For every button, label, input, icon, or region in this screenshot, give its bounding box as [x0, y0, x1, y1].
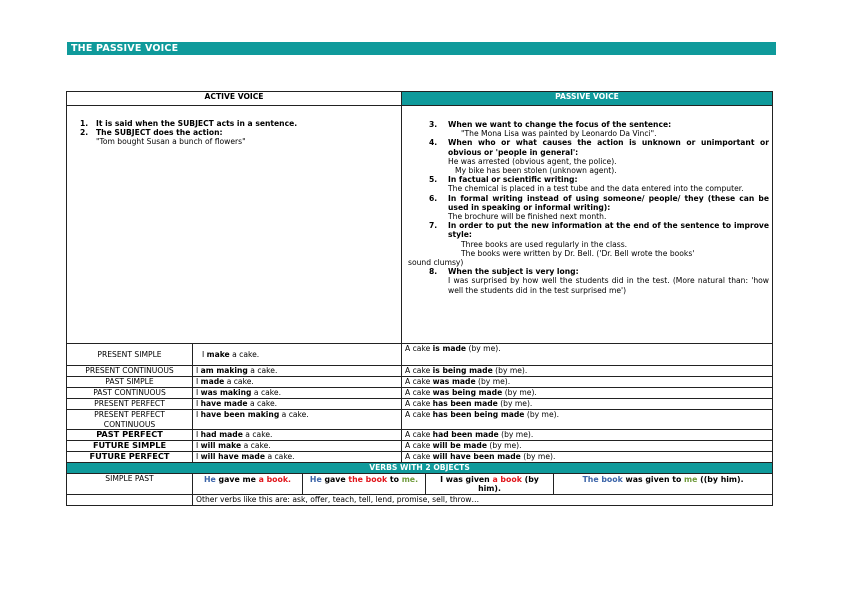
tense-label: PRESENT CONTINUOUS [67, 366, 193, 377]
active-voice-header: ACTIVE VOICE [67, 92, 402, 106]
passive-voice-header: PASSIVE VOICE [402, 92, 773, 106]
two-object-example-1: He gave me a book. [193, 474, 303, 494]
passive-example-cell: A cake is being made (by me). [402, 366, 773, 377]
passive-point-8: 8. When the subject is very long: [429, 267, 579, 277]
two-object-example-4: The book was given to me ((by him). [582, 475, 744, 484]
active-point-1: 1. It is said when the SUBJECT acts in a sentence. [80, 119, 298, 128]
active-example-cell: I will have made a cake. [193, 452, 402, 463]
passive-example-4b: My bike has been stolen (unknown agent). [455, 166, 617, 176]
passive-example-cell: A cake was made (by me). [402, 377, 773, 388]
empty-cell [67, 495, 193, 506]
tense-label: PRESENT PERFECT CONTINUOUS [67, 410, 193, 430]
passive-example-3: "The Mona Lisa was painted by Leonardo Da Vinci". [461, 129, 657, 139]
page-title: THE PASSIVE VOICE [67, 42, 776, 55]
active-example-cell: I was making a cake. [193, 388, 402, 399]
active-voice-explanation [67, 106, 402, 344]
verbs-two-objects-header: VERBS WITH 2 OBJECTS [67, 463, 773, 474]
passive-example-7c: sound clumsy) [408, 258, 464, 268]
two-object-example-2: He gave the book to me. [303, 474, 426, 494]
passive-point-4: 4. When who or what causes the action is unknown or unimportant or obvious or 'people in general': [429, 138, 770, 157]
passive-example-7b: The books were written by Dr. Bell. ('Dr. Bell wrote the books' [461, 248, 695, 258]
passive-example-4a: He was arrested (obvious agent, the police). [448, 156, 617, 166]
active-point-2: 2. The SUBJECT does the action: [80, 128, 223, 138]
tense-label: FUTURE SIMPLE [67, 441, 193, 452]
tense-label: PAST PERFECT [67, 430, 193, 441]
passive-point-3: 3. When we want to change the focus of the sentence: [429, 120, 672, 129]
passive-point-6: 6. In formal writing instead of using someone/ people/ they (these can be used in speaking or informal writing): [429, 193, 770, 212]
tense-label: PAST CONTINUOUS [67, 388, 193, 399]
passive-example-cell: A cake has been being made (by me). [402, 410, 773, 430]
other-verbs-note: Other verbs like this are: ask, offer, teach, tell, lend, promise, sell, throw… [193, 495, 773, 506]
passive-example-cell: A cake has been made (by me). [402, 399, 773, 410]
passive-voice-table [66, 91, 773, 506]
passive-example-7a: Three books are used regularly in the class. [461, 239, 628, 249]
active-example-cell: I made a cake. [193, 377, 402, 388]
active-example-cell: I will make a cake. [193, 441, 402, 452]
two-object-example-3: I was given a book (by him). [426, 474, 554, 494]
active-example-cell: I have made a cake. [193, 399, 402, 410]
tense-label: PAST SIMPLE [67, 377, 193, 388]
active-example-cell: I make a cake. [193, 344, 402, 366]
two-object-examples [193, 474, 773, 495]
tense-label: PRESENT SIMPLE [67, 344, 193, 366]
passive-example-5: The chemical is placed in a test tube and the data entered into the computer. [448, 184, 744, 194]
passive-example-cell: A cake is made (by me). [402, 344, 773, 366]
passive-point-5: 5. In factual or scientific writing: [429, 175, 578, 185]
passive-example-cell: A cake had been made (by me). [402, 430, 773, 441]
simple-past-label: SIMPLE PAST [67, 474, 193, 495]
passive-example-8: I was surprised by how well the students did in the test. (More natural than: 'how well the students did in the test surprised me') [448, 276, 770, 295]
active-example-cell: I am making a cake. [193, 366, 402, 377]
tense-label: FUTURE PERFECT [67, 452, 193, 463]
passive-example-6: The brochure will be finished next month. [448, 212, 607, 222]
passive-example-cell: A cake will have been made (by me). [402, 452, 773, 463]
active-example: "Tom bought Susan a bunch of flowers" [96, 137, 246, 147]
tense-label: PRESENT PERFECT [67, 399, 193, 410]
active-example-cell: I had made a cake. [193, 430, 402, 441]
passive-example-cell: A cake will be made (by me). [402, 441, 773, 452]
passive-voice-explanation [402, 106, 773, 344]
active-example-cell: I have been making a cake. [193, 410, 402, 430]
passive-example-cell: A cake was being made (by me). [402, 388, 773, 399]
passive-point-7: 7. In order to put the new information at the end of the sentence to improve style: [429, 221, 770, 240]
